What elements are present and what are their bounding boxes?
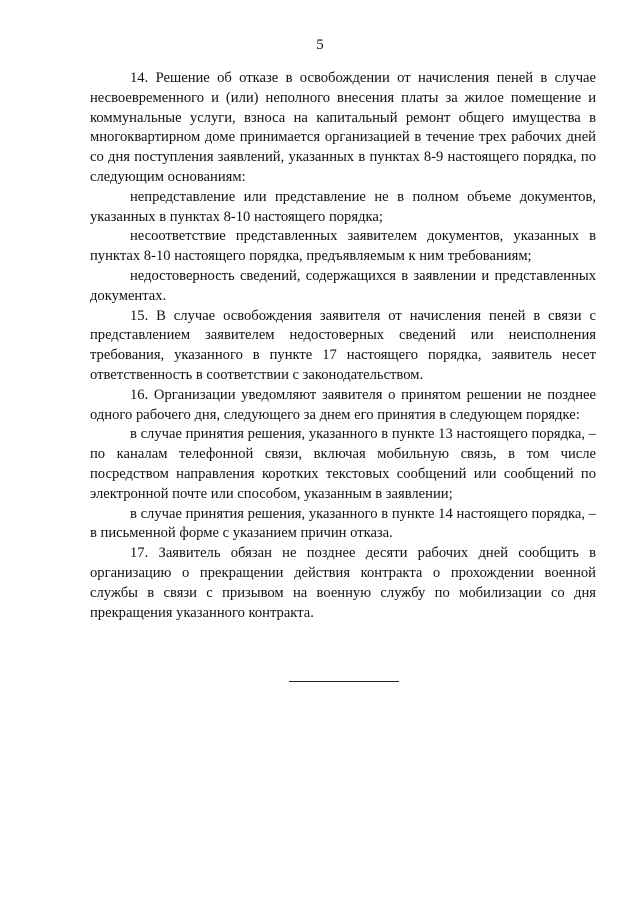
document-body — [90, 69, 596, 623]
paragraph-16-case-13: в случае принятия решения, указанного в пункте 13 настоящего порядка, – по каналам телефонной связи, включая мобильную связь, в том числе посредством направления коротких текстовых сообщений или сообщений по электронной почте или способом, указанным в заявлении; — [90, 426, 596, 502]
paragraph-14-ground-2: несоответствие представленных заявителем документов, указанных в пунктах 8-10 настоящего порядка, предъявляемым к ним требованиям; — [90, 228, 596, 265]
paragraph-15: 15. В случае освобождения заявителя от начисления пеней в связи с представлением заявителем недостоверных сведений или неисполнения требования, указанного в пункте 17 настоящего порядка, заявитель несет ответственность в соответствии с законодательством. — [90, 307, 596, 383]
paragraph-16: 16. Организации уведомляют заявителя о принятом решении не позднее одного рабочего дня, следующего за днем его принятия в следующем порядке: — [90, 386, 596, 423]
paragraph-14: 14. Решение об отказе в освобождении от начисления пеней в случае несвоевременного и (или) неполного внесения платы за жилое помещение и коммунальные услуги, взноса на капитальный ремонт общего имущества в многоквартирном доме принимается организацией в течение трех рабочих дней со дня поступления заявлений, указанных в пунктах 8-9 настоящего порядка, по следующим основаниям: — [90, 70, 596, 185]
page-number: 5 — [316, 37, 324, 53]
end-separator-line — [289, 681, 399, 682]
paragraph-14-ground-1: непредставление или представление не в полном объеме документов, указанных в пунктах 8-10 настоящего порядка; — [90, 188, 596, 225]
paragraph-14-ground-3: недостоверность сведений, содержащихся в заявлении и представленных документах. — [90, 267, 596, 304]
paragraph-17: 17. Заявитель обязан не позднее десяти рабочих дней сообщить в организацию о прекращении действия контракта о прохождении военной службы в связи с призывом на военную службу по мобилизации со дня прекращения указанного контракта. — [90, 545, 596, 621]
paragraph-16-case-14: в случае принятия решения, указанного в пункте 14 настоящего порядка, – в письменной форме с указанием причин отказа. — [90, 505, 596, 542]
